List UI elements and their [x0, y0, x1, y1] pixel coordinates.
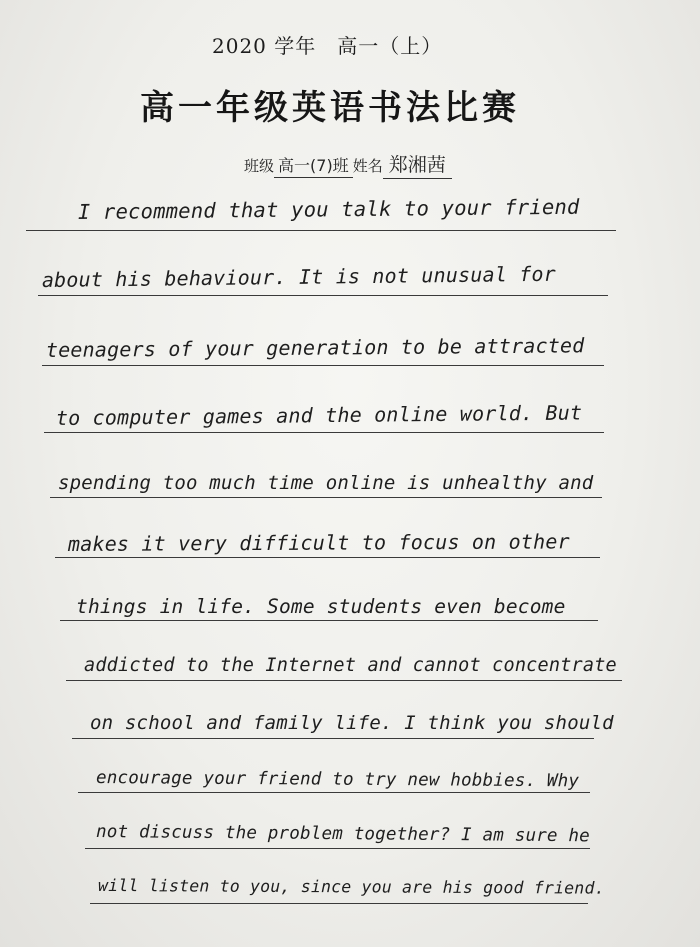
- name-label: 姓名: [352, 157, 383, 175]
- essay-line: about his behaviour. It is not unusual for: [41, 261, 557, 292]
- essay-line: things in life. Some students even become: [76, 595, 566, 618]
- essay-line: makes it very difficult to focus on other: [67, 529, 570, 556]
- essay-line: to computer games and the online world. But: [55, 400, 583, 430]
- class-label: 班级: [244, 157, 275, 175]
- ruled-line: [66, 680, 622, 681]
- ruled-line: [26, 230, 616, 231]
- essay-line: not discuss the problem together? I am sure he: [96, 822, 591, 847]
- essay-line: on school and family life. I think you should: [90, 712, 614, 734]
- ruled-line: [60, 620, 598, 621]
- ruled-line: [50, 497, 602, 498]
- ruled-line: [85, 848, 590, 849]
- essay-line: encourage your friend to try new hobbies. Why: [96, 768, 580, 792]
- ruled-line: [72, 738, 594, 739]
- name-value: 郑湘茜: [383, 150, 452, 179]
- essay-line: spending too much time online is unhealthy and: [58, 472, 594, 494]
- class-value: 高一(7)班: [274, 153, 353, 178]
- ruled-line: [44, 432, 604, 433]
- essay-line: teenagers of your generation to be attracted: [45, 333, 585, 362]
- ruled-line: [78, 792, 590, 793]
- ruled-line: [42, 365, 604, 366]
- student-info: [244, 150, 452, 179]
- ruled-line: [90, 903, 588, 904]
- competition-title: 高一年级英语书法比赛: [140, 88, 520, 128]
- ruled-line: [55, 557, 600, 558]
- ruled-line: [38, 295, 608, 296]
- essay-line: addicted to the Internet and cannot concentrate: [84, 655, 617, 676]
- year-grade-header: 2020 学年 高一（上）: [212, 34, 443, 58]
- essay-line: I recommend that you talk to your friend: [77, 194, 580, 224]
- essay-line: will listen to you, since you are his good friend.: [98, 876, 605, 898]
